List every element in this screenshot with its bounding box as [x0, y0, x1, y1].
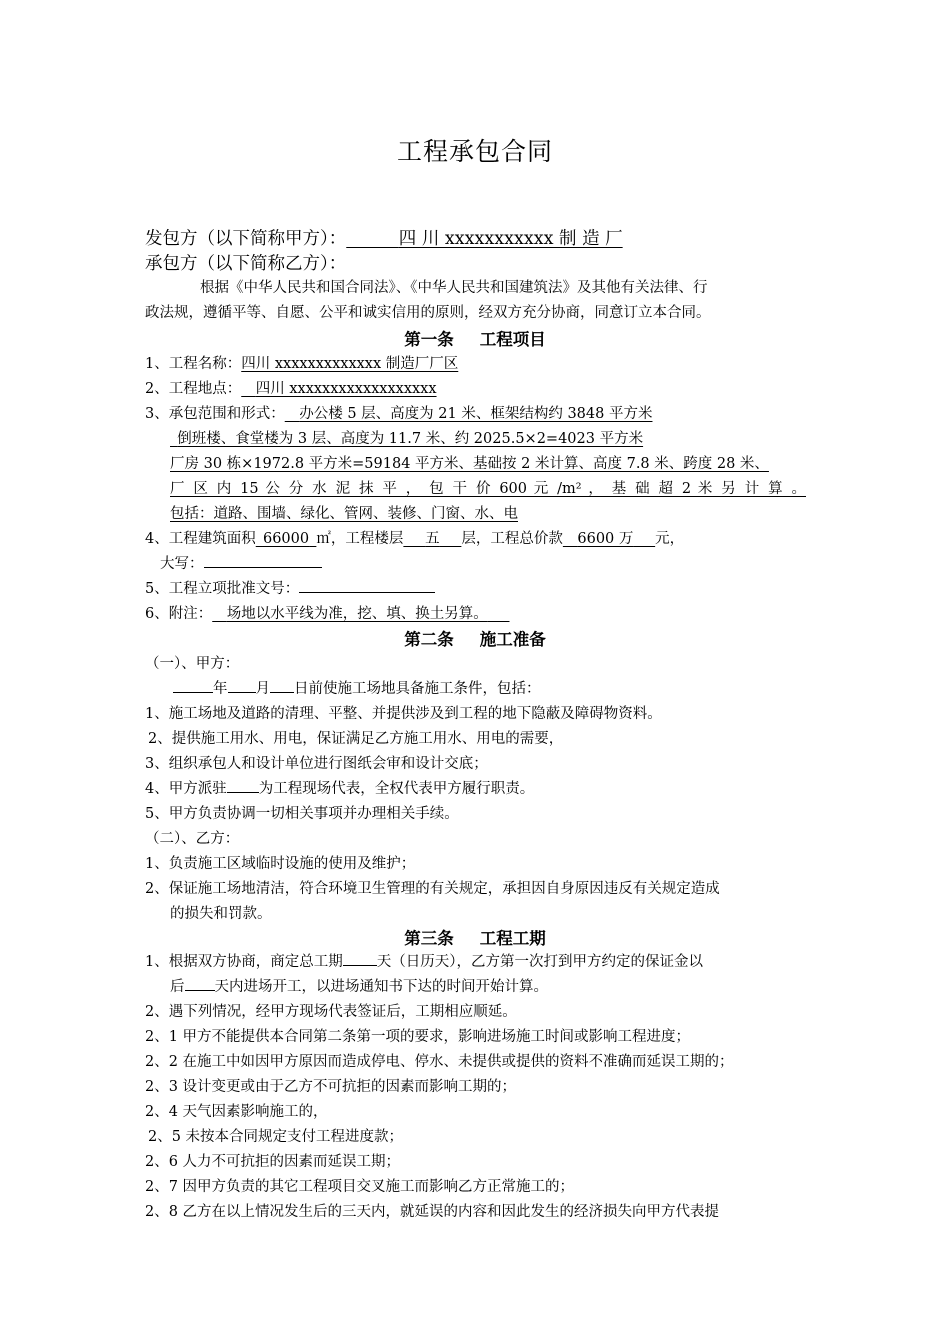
schedule-item-2-2: 2、2 在施工中如因甲方原因而造成停电、停水、未提供或提供的资料不准确而延误工期的； — [145, 1054, 734, 1070]
scope-line-2: 倒班楼、食堂楼为 3 层、高度为 11.7 米、约 2025.5×2=4023 平方米 — [177, 431, 644, 447]
daxie-blank — [204, 552, 322, 568]
schedule-item-1: 1、根据双方协商，商定总工期 天（日历天），乙方第一次打到甲方约定的保证金以 — [145, 950, 703, 971]
party-b-duties-title: （二）、乙方： — [145, 831, 240, 847]
party-a-duty-2: 2、提供施工用水、用电，保证满足乙方施工用水、用电的需要， — [148, 731, 564, 747]
party-a-duty-4: 4、甲方派驻 为工程现场代表，全权代表甲方履行职责。 — [145, 777, 534, 798]
item-project-location: 2、工程地点： 四川 xxxxxxxxxxxxxxxxxx — [145, 377, 561, 398]
scope-value-1: 办公楼 5 层、高度为 21 米、框架结构约 3848 平方米 — [299, 406, 653, 422]
price-value: 6600 万 — [577, 531, 634, 547]
article-3-heading: 第三条 工程工期 — [404, 929, 546, 948]
party-a-line — [145, 225, 623, 250]
project-name-value: 四川 xxxxxxxxxxxxx 制造厂厂区 — [241, 356, 459, 372]
party-a-duty-1: 1、施工场地及道路的清理、平整、并提供涉及到工程的地下隐蔽及障碍物资料。 — [145, 706, 662, 722]
schedule-item-2-6: 2、6 人力不可抗拒的因素而延误工期； — [145, 1154, 401, 1170]
item-area-floors-price: 4、工程建筑面积 66000 ㎡，工程楼层 五 层，工程总价款 6600 万 元， — [145, 531, 685, 547]
document-title: 工程承包合同 — [396, 137, 553, 166]
site-ready-date: 年 月 日前使施工场地具备施工条件，包括： — [173, 677, 541, 698]
floors-value: 五 — [425, 531, 440, 547]
preamble-line-1: 根据《中华人民共和国合同法》、《中华人民共和国建筑法》及其他有关法律、行 — [200, 280, 708, 296]
project-location-value: 四川 xxxxxxxxxxxxxxxxxx — [255, 381, 437, 397]
party-b-line — [145, 250, 346, 275]
item-daxie: 大写： — [160, 552, 322, 573]
schedule-item-2: 2、遇下列情况，经甲方现场代表签证后，工期相应顺延。 — [145, 1004, 517, 1020]
schedule-item-2-5: 2、5 未按本合同规定支付工程进度款； — [148, 1129, 404, 1145]
schedule-item-2-7: 2、7 因甲方负责的其它工程项目交叉施工而影响乙方正常施工的； — [145, 1179, 575, 1195]
preamble-line-2: 政法规，遵循平等、自愿、公平和诚实信用的原则，经双方充分协商，同意订立本合同。 — [145, 305, 711, 321]
party-a-duties-title: （一）、甲方： — [145, 656, 240, 672]
article-2-heading: 第二条 施工准备 — [404, 630, 546, 649]
party-a-value: 四 川 xxxxxxxxxxx 制 造 厂 — [398, 229, 623, 249]
article-1-heading: 第一条 工程项目 — [404, 330, 546, 349]
party-b-duty-2-cont: 的损失和罚款。 — [170, 906, 272, 922]
schedule-item-2-3: 2、3 设计变更或由于乙方不可抗拒的因素而影响工期的； — [145, 1079, 517, 1095]
schedule-item-2-8: 2、8 乙方在以上情况发生后的三天内，就延误的内容和因此发生的经济损失向甲方代表提 — [145, 1204, 720, 1220]
party-a-duty-3: 3、组织承包人和设计单位进行图纸会审和设计交底； — [145, 756, 488, 772]
approval-number-blank — [299, 577, 435, 593]
party-b-duty-1: 1、负责施工区域临时设施的使用及维护； — [145, 856, 416, 872]
party-b-duty-2: 2、保证施工场地清洁，符合环境卫生管理的有关规定，承担因自身原因违反有关规定造成 — [145, 881, 720, 897]
remarks-value: 场地以水平线为准，挖、填、换土另算。 — [226, 606, 488, 622]
area-value: 66000 — [262, 531, 310, 547]
schedule-item-2-1: 2、1 甲方不能提供本合同第二条第一项的要求，影响进场施工时间或影响工程进度； — [145, 1029, 691, 1045]
scope-line-3: 厂房 30 栋×1972.8 平方米=59184 平方米、基础按 2 米计算、高度 7.8 米、跨度 28 米、 — [170, 456, 769, 472]
scope-line-4: 厂 区 内 15 公 分 水 泥 抹 平 ， 包 干 价 600 元 /m² ， 基 础 超 2 米 另 计 算 。 — [170, 481, 806, 497]
schedule-item-2-4: 2、4 天气因素影响施工的， — [145, 1104, 328, 1120]
item-approval-number: 5、工程立项批准文号： — [145, 577, 435, 598]
item-project-name: 1、工程名称：四川 xxxxxxxxxxxxx 制造厂厂区 — [145, 352, 587, 373]
schedule-item-1-cont: 后 天内进场开工，以进场通知书下达的时间开始计算。 — [170, 975, 548, 996]
item-scope: 3、承包范围和形式： 办公楼 5 层、高度为 21 米、框架结构约 3848 平方米 — [145, 406, 653, 422]
item-remarks: 6、附注： 场地以水平线为准，挖、填、换土另算。 — [145, 602, 509, 623]
party-a-duty-5: 5、甲方负责协调一切相关事项并办理相关手续。 — [145, 806, 459, 822]
scope-line-5: 包括：道路、围墙、绿化、管网、装修、门窗、水、电 — [170, 506, 518, 522]
party-a-label: 发包方（以下简称甲方）： — [145, 229, 347, 249]
party-b-label: 承包方（以下简称乙方）： — [145, 254, 347, 274]
